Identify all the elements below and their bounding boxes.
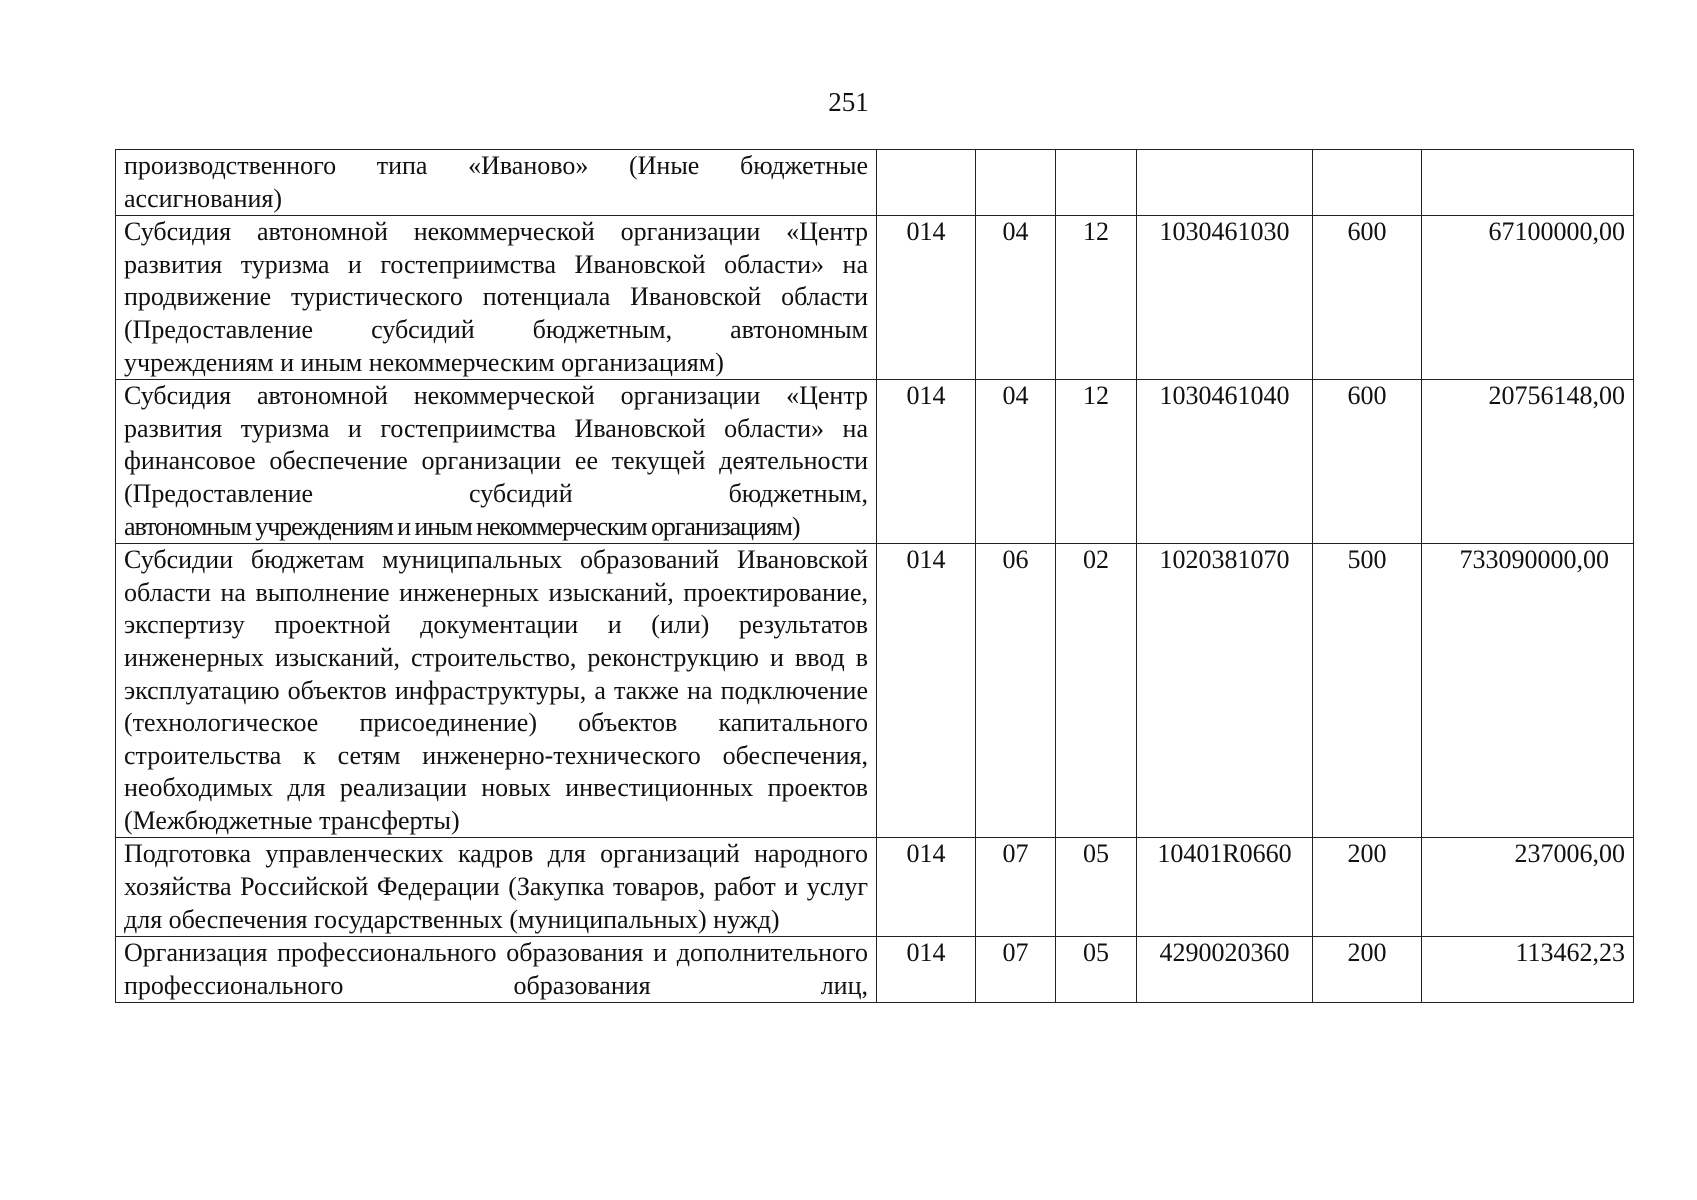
row-target-article: 4290020360 [1137,937,1313,1003]
row-expense-type: 200 [1313,838,1422,937]
row-gov-code: 014 [877,380,976,544]
row-section: 07 [976,838,1056,937]
row-expense-type: 500 [1313,544,1422,838]
row-section: 07 [976,937,1056,1003]
row-subsection: 05 [1056,937,1137,1003]
row-description [116,380,877,544]
row-gov-code: 014 [877,838,976,937]
row-subsection: 02 [1056,544,1137,838]
row-description: Субсидии бюджетам муниципальных образований Ивановской области на выполнение инженерных изысканий, проектирование, экспертизу проектной документации и (или) результатов инженерных изысканий, строительство, реконструкцию и ввод в эксплуатацию объектов инфраструктуры, а также на подключение (технологическое присоединение) объектов капитального строительства к сетям инженерно-технического обеспечения, необходимых для реализации новых инвестиционных проектов (Межбюджетные трансферты) [116,544,877,838]
row-amount: 237006,00 [1422,838,1634,937]
table-row [116,544,1634,838]
table-row [116,150,1634,216]
row-amount: 67100000,00 [1422,216,1634,380]
row-description-main: Субсидия автономной некоммерческой организации «Центр развития туризма и гостеприимства Ивановской области» на финансовое обеспечение организации ее текущей деятельности (Предоставление субсидий бюджетным, [124,381,868,508]
row-gov-code [877,150,976,216]
row-gov-code: 014 [877,937,976,1003]
row-description: Организация профессионального образования и дополнительного профессионального образования лиц, [116,937,877,1003]
row-expense-type: 600 [1313,216,1422,380]
row-expense-type: 200 [1313,937,1422,1003]
row-subsection [1056,150,1137,216]
row-target-article: 10401R0660 [1137,838,1313,937]
table-row [116,838,1634,937]
row-description: производственного типа «Иваново» (Иные бюджетные ассигнования) [116,150,877,216]
row-expense-type [1313,150,1422,216]
row-section [976,150,1056,216]
table-row [116,937,1634,1003]
row-amount: 20756148,00 [1422,380,1634,544]
row-subsection: 12 [1056,380,1137,544]
row-target-article: 1030461040 [1137,380,1313,544]
row-section: 04 [976,216,1056,380]
row-gov-code: 014 [877,216,976,380]
row-amount: 113462,23 [1422,937,1634,1003]
row-gov-code: 014 [877,544,976,838]
row-section: 04 [976,380,1056,544]
table-row [116,216,1634,380]
row-target-article: 1030461030 [1137,216,1313,380]
page-number: 251 [828,87,869,117]
row-subsection: 05 [1056,838,1137,937]
row-expense-type: 600 [1313,380,1422,544]
row-amount: 733090000,00 [1422,544,1634,838]
table-row [116,380,1634,544]
row-subsection: 12 [1056,216,1137,380]
budget-table [115,149,1634,1003]
row-description-tail: автономным учреждениям и иным некоммерческим организациям) [124,511,800,541]
row-target-article [1137,150,1313,216]
row-section: 06 [976,544,1056,838]
row-amount [1422,150,1634,216]
row-target-article: 1020381070 [1137,544,1313,838]
row-description: Подготовка управленческих кадров для организаций народного хозяйства Российской Федерации (Закупка товаров, работ и услуг для обеспечения государственных (муниципальных) нужд) [116,838,877,937]
row-description: Субсидия автономной некоммерческой организации «Центр развития туризма и гостеприимства Ивановской области» на продвижение туристического потенциала Ивановской области (Предоставление субсидий бюджетным, автономным учреждениям и иным некоммерческим организациям) [116,216,877,380]
